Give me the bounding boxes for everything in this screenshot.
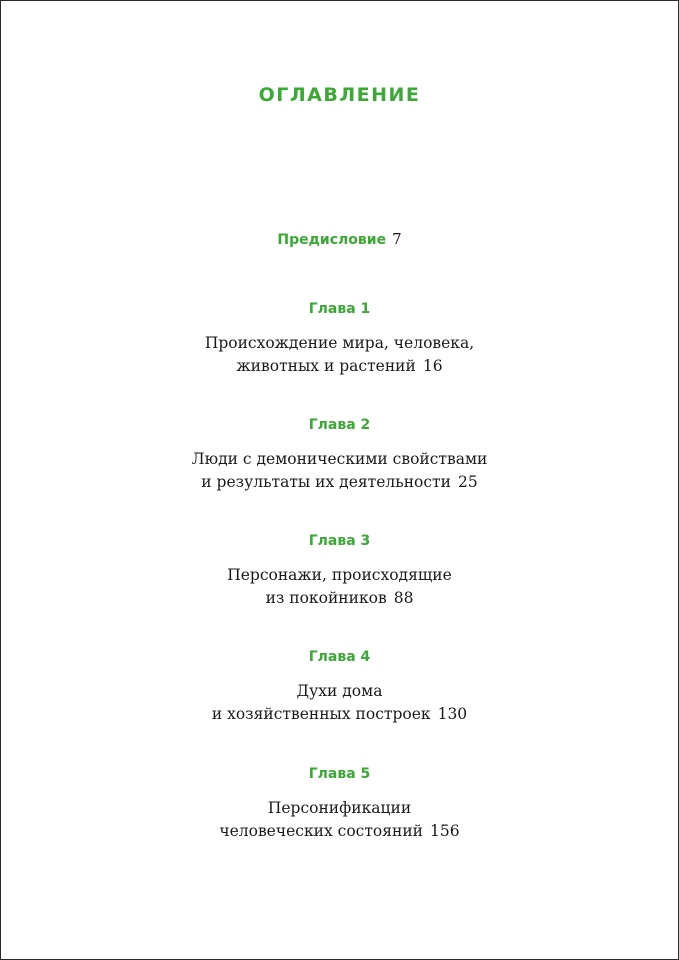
preface-label: Предисловие (277, 232, 387, 248)
chapter-page-number: 130 (437, 705, 468, 723)
chapter-title (1, 564, 678, 610)
chapter-title-text: и хозяйственных построек (211, 705, 431, 723)
chapter-title-text: из покойников (265, 589, 387, 607)
chapter-label: Глава 3 (308, 533, 371, 549)
chapter-label: Глава 1 (308, 301, 371, 317)
chapter-title-line-1: Персонажи, происходящие (227, 566, 452, 584)
toc-entry-chapter-1[interactable] (1, 300, 678, 378)
chapter-title-line-1: Духи дома (296, 682, 383, 700)
chapter-page-number: 156 (430, 822, 460, 840)
toc-entry-chapter-3[interactable] (1, 532, 678, 610)
chapter-title-line-1: Происхождение мира, человека, (204, 334, 475, 352)
chapter-title (1, 797, 678, 843)
chapter-title-line-1: Люди с демоническими свойствами (191, 450, 488, 468)
toc-entry-chapter-2[interactable] (1, 416, 678, 494)
chapter-title (1, 332, 678, 378)
toc-entry-preface[interactable] (1, 230, 678, 249)
toc-entry-chapter-5[interactable] (1, 765, 678, 843)
chapter-label: Глава 2 (308, 417, 371, 433)
chapter-label: Глава 5 (308, 766, 371, 782)
chapter-page-number: 25 (457, 473, 478, 491)
chapter-title (1, 680, 678, 726)
chapter-title (1, 448, 678, 494)
chapter-title-line-2 (1, 471, 678, 494)
chapter-title-line-2 (1, 587, 678, 610)
chapter-label: Глава 4 (308, 649, 371, 665)
chapter-title-text: и результаты их деятельности (201, 473, 451, 491)
chapter-page-number: 16 (422, 357, 443, 375)
page-title: ОГЛАВЛЕНИЕ (258, 84, 421, 106)
chapter-title-text: человеческих состояний (219, 822, 424, 840)
chapter-title-text: животных и растений (236, 357, 416, 375)
chapter-title-line-2 (1, 355, 678, 378)
chapter-title-line-1: Персонификации (267, 799, 412, 817)
chapter-title-line-2 (1, 820, 678, 843)
preface-page-number: 7 (392, 230, 402, 248)
chapter-title-line-2 (1, 703, 678, 726)
toc-entry-chapter-4[interactable] (1, 648, 678, 726)
chapter-page-number: 88 (393, 589, 414, 607)
